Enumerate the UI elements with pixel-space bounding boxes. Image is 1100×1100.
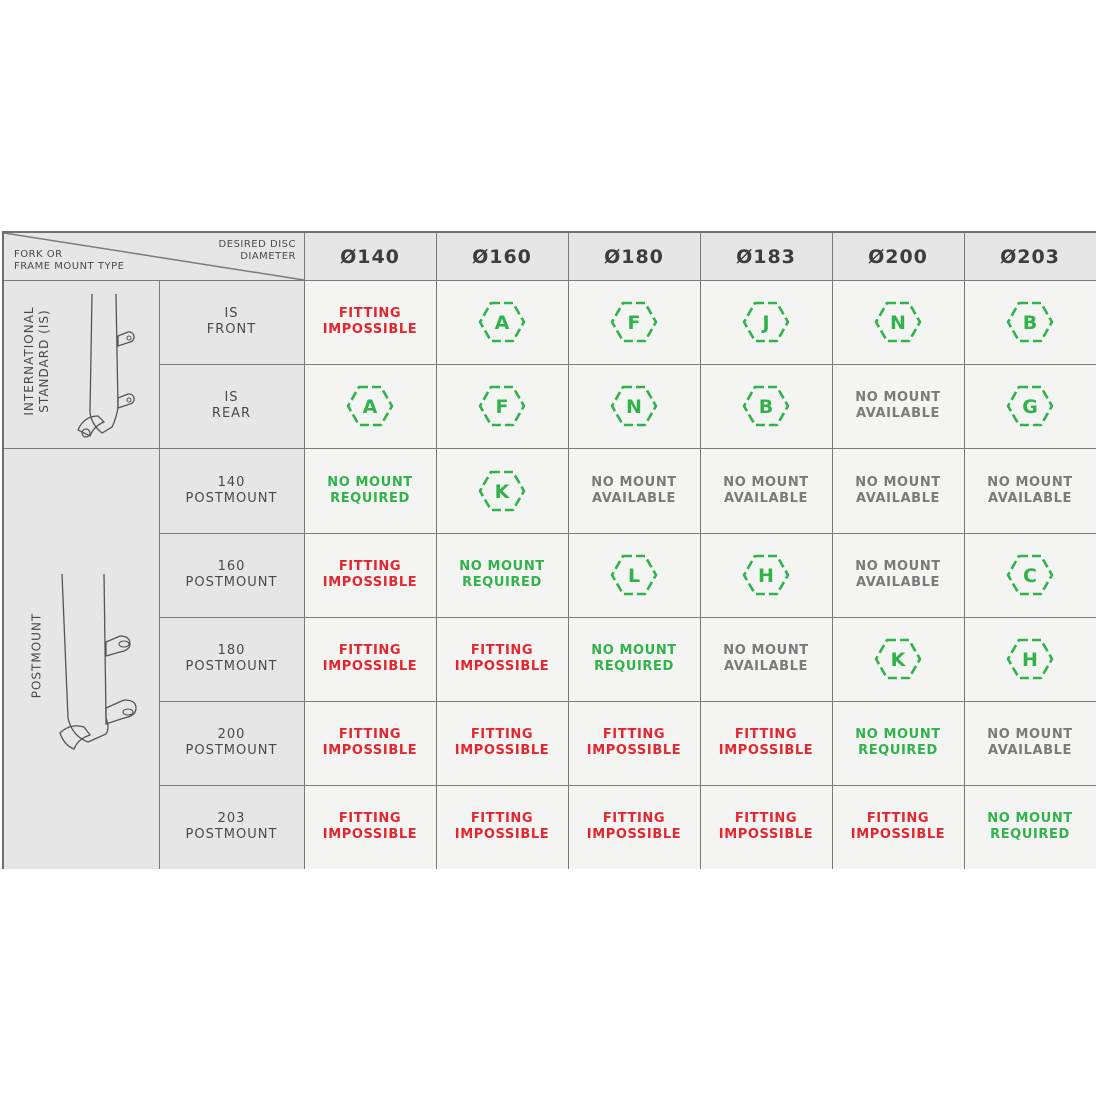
- status-text: NO MOUNT REQUIRED: [987, 811, 1073, 842]
- grid-line: [159, 533, 1096, 534]
- compatibility-cell: [568, 364, 700, 448]
- status-text: FITTING IMPOSSIBLE: [586, 811, 682, 842]
- adapter-letter: J: [762, 312, 770, 334]
- grid-line: [832, 233, 833, 869]
- adapter-hexagon-icon: [874, 638, 922, 680]
- status-text: NO MOUNT AVAILABLE: [987, 727, 1073, 758]
- diameter-label: Ø203: [1000, 245, 1060, 268]
- compatibility-cell: [832, 785, 964, 869]
- adapter-letter: H: [758, 565, 774, 587]
- compatibility-cell: [700, 617, 832, 701]
- compatibility-cell: [436, 448, 568, 533]
- adapter-letter: K: [494, 480, 510, 503]
- grid-line: [159, 280, 160, 869]
- adapter-hexagon-icon: [610, 301, 658, 343]
- row-label: IS FRONT: [206, 306, 257, 337]
- grid-line: [964, 233, 965, 869]
- adapter-badge: [1006, 385, 1054, 427]
- adapter-letter: G: [1022, 396, 1038, 418]
- diameter-header: [700, 233, 832, 280]
- compatibility-cell: [832, 364, 964, 448]
- adapter-letter: K: [890, 649, 906, 671]
- grid-line: [700, 233, 701, 869]
- corner-row-caption: FORK OR FRAME MOUNT TYPE: [14, 249, 125, 272]
- adapter-hexagon-icon: [478, 301, 526, 343]
- adapter-badge: [874, 301, 922, 343]
- compatibility-cell: [304, 448, 436, 533]
- adapter-hexagon-icon: [610, 554, 658, 596]
- row-label: 200 POSTMOUNT: [185, 727, 278, 758]
- adapter-badge: [742, 301, 790, 343]
- compatibility-cell: [436, 617, 568, 701]
- compatibility-cell: [568, 701, 700, 785]
- compatibility-cell: [436, 280, 568, 364]
- diameter-header: [436, 233, 568, 280]
- compatibility-cell: [304, 617, 436, 701]
- grid-line: [436, 233, 437, 869]
- adapter-badge: [610, 554, 658, 596]
- adapter-hexagon-icon: [742, 554, 790, 596]
- row-header: [159, 448, 304, 533]
- group-postmount-label: POSTMOUNT: [29, 612, 44, 699]
- compatibility-cell: [304, 785, 436, 869]
- status-text: FITTING IMPOSSIBLE: [850, 811, 946, 842]
- compatibility-cell: [304, 364, 436, 448]
- group-is-label: INTERNATIONAL STANDARD (IS): [22, 306, 51, 416]
- compatibility-cell: [436, 701, 568, 785]
- row-label: 140 POSTMOUNT: [185, 474, 278, 506]
- row-label: 180 POSTMOUNT: [185, 643, 278, 674]
- adapter-hexagon-icon: [346, 385, 394, 427]
- status-text: NO MOUNT AVAILABLE: [855, 474, 941, 506]
- adapter-letter: N: [626, 396, 642, 418]
- status-text: FITTING IMPOSSIBLE: [586, 727, 682, 758]
- status-text: FITTING IMPOSSIBLE: [322, 727, 418, 758]
- adapter-letter: F: [627, 312, 641, 334]
- adapter-letter: C: [1023, 565, 1037, 587]
- compatibility-cell: [700, 533, 832, 617]
- status-text: NO MOUNT REQUIRED: [855, 727, 941, 758]
- status-text: NO MOUNT AVAILABLE: [855, 559, 941, 590]
- diameter-header: [304, 233, 436, 280]
- compatibility-cell: [832, 448, 964, 533]
- adapter-badge: [610, 301, 658, 343]
- adapter-letter: L: [627, 565, 641, 587]
- status-text: NO MOUNT REQUIRED: [591, 643, 677, 674]
- compatibility-cell: [964, 364, 1096, 448]
- adapter-hexagon-icon: [478, 470, 526, 512]
- diameter-label: Ø160: [472, 245, 532, 268]
- row-label: 160 POSTMOUNT: [185, 559, 278, 590]
- compatibility-cell: [832, 533, 964, 617]
- compatibility-cell: [964, 785, 1096, 869]
- grid-line: [159, 364, 1096, 365]
- grid-line: [568, 233, 569, 869]
- adapter-hexagon-icon: [610, 385, 658, 427]
- compatibility-cell: [304, 533, 436, 617]
- adapter-hexagon-icon: [1006, 385, 1054, 427]
- adapter-hexagon-icon: [478, 385, 526, 427]
- diameter-label: Ø180: [604, 245, 664, 268]
- compatibility-cell: [700, 364, 832, 448]
- diameter-label: Ø200: [868, 245, 928, 268]
- compatibility-cell: [304, 701, 436, 785]
- status-text: NO MOUNT AVAILABLE: [855, 390, 941, 421]
- compatibility-cell: [964, 280, 1096, 364]
- compatibility-cell: [700, 280, 832, 364]
- disc-mount-compatibility-chart: [2, 231, 1096, 869]
- status-text: NO MOUNT AVAILABLE: [591, 474, 677, 506]
- status-text: FITTING IMPOSSIBLE: [322, 306, 418, 337]
- grid-line: [304, 233, 305, 869]
- diameter-header: [964, 233, 1096, 280]
- group-postmount: [4, 448, 159, 869]
- grid-line: [159, 617, 1096, 618]
- row-header: [159, 701, 304, 785]
- adapter-badge: [610, 385, 658, 427]
- row-header: [159, 533, 304, 617]
- status-text: NO MOUNT REQUIRED: [459, 559, 545, 590]
- diameter-label: Ø140: [340, 245, 400, 268]
- status-text: FITTING IMPOSSIBLE: [454, 811, 550, 842]
- compatibility-cell: [700, 448, 832, 533]
- row-header: [159, 617, 304, 701]
- status-text: FITTING IMPOSSIBLE: [718, 811, 814, 842]
- compatibility-cell: [568, 533, 700, 617]
- status-text: NO MOUNT AVAILABLE: [723, 474, 809, 506]
- status-text: FITTING IMPOSSIBLE: [322, 811, 418, 842]
- adapter-hexagon-icon: [1006, 638, 1054, 680]
- status-text: NO MOUNT AVAILABLE: [987, 474, 1073, 506]
- compatibility-cell: [964, 701, 1096, 785]
- adapter-badge: [1006, 638, 1054, 680]
- status-text: FITTING IMPOSSIBLE: [322, 559, 418, 590]
- grid-line: [159, 785, 1096, 786]
- adapter-badge: [478, 385, 526, 427]
- compatibility-cell: [436, 364, 568, 448]
- compatibility-cell: [832, 701, 964, 785]
- row-header: [159, 785, 304, 869]
- compatibility-cell: [436, 533, 568, 617]
- compatibility-cell: [832, 617, 964, 701]
- compatibility-cell: [304, 280, 436, 364]
- adapter-letter: A: [362, 396, 378, 418]
- compatibility-cell: [964, 533, 1096, 617]
- status-text: FITTING IMPOSSIBLE: [454, 727, 550, 758]
- adapter-hexagon-icon: [742, 301, 790, 343]
- row-label: 203 POSTMOUNT: [185, 811, 278, 842]
- status-text: FITTING IMPOSSIBLE: [322, 643, 418, 674]
- row-label: IS REAR: [211, 390, 252, 421]
- corner-header: [4, 233, 304, 280]
- diameter-header: [832, 233, 964, 280]
- status-text: FITTING IMPOSSIBLE: [454, 643, 550, 674]
- compatibility-cell: [832, 280, 964, 364]
- adapter-badge: [1006, 301, 1054, 343]
- compatibility-cell: [568, 785, 700, 869]
- adapter-letter: B: [1022, 312, 1038, 334]
- adapter-letter: F: [495, 396, 509, 418]
- compatibility-cell: [568, 448, 700, 533]
- adapter-letter: H: [1022, 649, 1038, 671]
- row-header: [159, 280, 304, 364]
- grid-line: [159, 701, 1096, 702]
- adapter-badge: [1006, 554, 1054, 596]
- compatibility-cell: [700, 701, 832, 785]
- is-fork-icon: [66, 288, 146, 448]
- status-text: NO MOUNT REQUIRED: [327, 474, 413, 506]
- compatibility-cell: [568, 280, 700, 364]
- adapter-badge: [742, 385, 790, 427]
- grid-line: [4, 280, 1096, 281]
- adapter-badge: [346, 385, 394, 427]
- corner-column-caption: DESIRED DISC DIAMETER: [218, 239, 296, 262]
- adapter-letter: A: [494, 312, 510, 334]
- row-header: [159, 364, 304, 448]
- status-text: NO MOUNT AVAILABLE: [723, 643, 809, 674]
- status-text: FITTING IMPOSSIBLE: [718, 727, 814, 758]
- adapter-hexagon-icon: [874, 301, 922, 343]
- adapter-hexagon-icon: [1006, 301, 1054, 343]
- compatibility-cell: [964, 448, 1096, 533]
- compatibility-cell: [964, 617, 1096, 701]
- adapter-badge: [478, 301, 526, 343]
- compatibility-cell: [436, 785, 568, 869]
- compatibility-cell: [568, 617, 700, 701]
- adapter-badge: [478, 470, 526, 512]
- group-is: [4, 280, 159, 448]
- adapter-letter: N: [890, 312, 906, 334]
- adapter-hexagon-icon: [742, 385, 790, 427]
- postmount-fork-icon: [54, 568, 154, 768]
- adapter-badge: [742, 554, 790, 596]
- adapter-hexagon-icon: [1006, 554, 1054, 596]
- compatibility-cell: [700, 785, 832, 869]
- diameter-label: Ø183: [736, 245, 796, 268]
- grid-line: [4, 448, 1096, 449]
- adapter-letter: B: [758, 396, 774, 418]
- diameter-header: [568, 233, 700, 280]
- adapter-badge: [874, 638, 922, 680]
